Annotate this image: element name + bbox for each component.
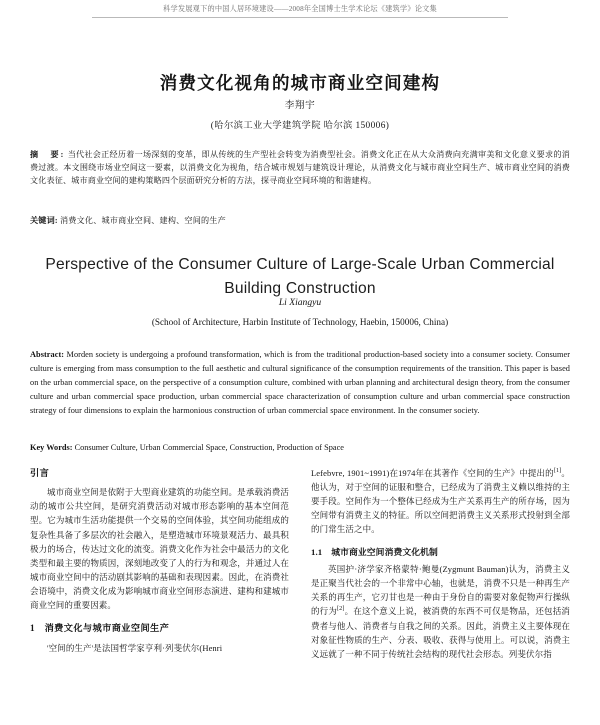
keywords-text-english: Consumer Culture, Urban Commercial Space, Construction, Production of Space	[74, 443, 344, 452]
body-columns	[30, 466, 570, 721]
abstract-chinese	[30, 148, 570, 187]
running-head-rule	[92, 17, 508, 18]
abstract-label-chinese: 摘 要:	[30, 150, 66, 159]
section-heading-introduction: 引言	[30, 468, 50, 478]
title-english: Perspective of the Consumer Culture of Large-Scale Urban Commercial Building Construction	[45, 255, 555, 298]
section-heading-1: 1 消费文化与城市商业空间生产	[30, 623, 170, 634]
keywords-label-english: Key Words:	[30, 443, 73, 452]
column-right	[311, 466, 570, 721]
abstract-text-english: Morden society is undergoing a profound transformation, which is from the traditional production-based society into a consumer society. Consumer culture is emerging from mass consumption to the full aesthetic and cultural significance of the consumption requirements of the transition. This paper is based on the urban commercial space, on the perspective of a consumption culture, combined with urban planning and architectural design theory, from the consumer culture and urban commercial space production, urban commercial space characterization of consumption culture and urban commercial space construction strategy of four dimensions to explain the harmonious construction of urban commercial space environment. In the consumer society.	[30, 350, 571, 415]
paragraph: '空间的生产'是法国哲学家亨利·列斐伏尔(Henri	[47, 642, 223, 653]
paragraph: 城市商业空间是依附于大型商业建筑的功能空间。是承载消费活动的城市公共空间，是研究消费活动对城市形态影响的基本空间范型。它为城市生活功能提供一个交易的空间体验，其空间功能组成的复杂性具备了多层次的社会融入，是塑造城市环境景观活力、最具积极力的场合，传达过文化的流变。消费文化作为社会中最活力的文化类型和最主要的物质因，深刻地改变了人的行为和观念，并通过人在城市商业空间中的活动剧其影响的基础和表现因素。因此，在消费社会语境中，消费文化成为影响城市商业空间形态演进、建构和建城市商业空间的重要因素。	[30, 487, 289, 611]
subsection-heading-1-1: 1.1 城市商业空间消费文化机制	[311, 546, 438, 557]
running-head: 科学发展观下的中国人居环境建设——2008年全国博士生学术论坛《建筑学》论文集	[163, 5, 437, 13]
abstract-english	[30, 348, 570, 418]
keywords-label-chinese: 关键词:	[30, 216, 58, 225]
paragraph: Lefebvre, 1901~1991)在1974年在其著作《空间的生产》中提出的[1]。他认为，对于空间的证服和整合，已经成为了消费主义赖以维持的主要手段。空间作为一个整体已经成为生产关系再生产的所存场，因为空间带有消费主义的特征。所以空间把消费主义关系形式投射到全部的门常生活之中。	[311, 467, 571, 535]
author-english: Li Xiangyu	[278, 297, 322, 308]
keywords-text-chinese: 消费文化、城市商业空间、建构、空间的生产	[60, 216, 226, 225]
affiliation-chinese: (哈尔滨工业大学建筑学院 哈尔滨 150006)	[210, 121, 390, 131]
abstract-text-chinese: 当代社会正经历着一场深刻的变革，即从传统的生产型社会转变为消费型社会。消费文化正在从大众消费向充满审美和文化意义要求的消费过渡。本文围绕市场业空间这一要素，以消费文化为视角，结合城市规划与建筑设计理论，从消费文化与城市商业空间生产、城市商业空间的消费文化表征、城市商业空间的建构策略四个层面研究分析的方法，探寻商业空间环境的和谐建构。	[30, 150, 570, 186]
keywords-chinese	[30, 215, 570, 226]
page-title: 消费文化视角的城市商业空间建构	[159, 73, 441, 94]
affiliation-english: (School of Architecture, Harbin Institute of Technology, Haebin, 150006, China)	[151, 317, 449, 327]
column-left	[30, 466, 289, 721]
author-chinese: 李翔宇	[284, 100, 316, 111]
abstract-label-english: Abstract:	[30, 350, 65, 359]
keywords-english	[30, 443, 570, 452]
paragraph: 英国护·济学家齐格蒙特·鲍曼(Zygmunt Bauman)认为，消费主义是正聚当代社会的一个非常中心轴，也就是，消费不只是一种再生产关系的再生产，它刃甘也是一种由于身份自的需要对象促物声行操纵的行为[2]。在这个意义上说，被消费的东西不可仅是物品，还包括消费者与他人、消费者与自我之间的关系。因此，消费主义主要体现在对象征性物质的生产、分表、吸收、获得与使用上。可以说，消费主义远就了一种不同于传统社会结构的现代社会形态。列斐伏尔指	[311, 564, 570, 659]
